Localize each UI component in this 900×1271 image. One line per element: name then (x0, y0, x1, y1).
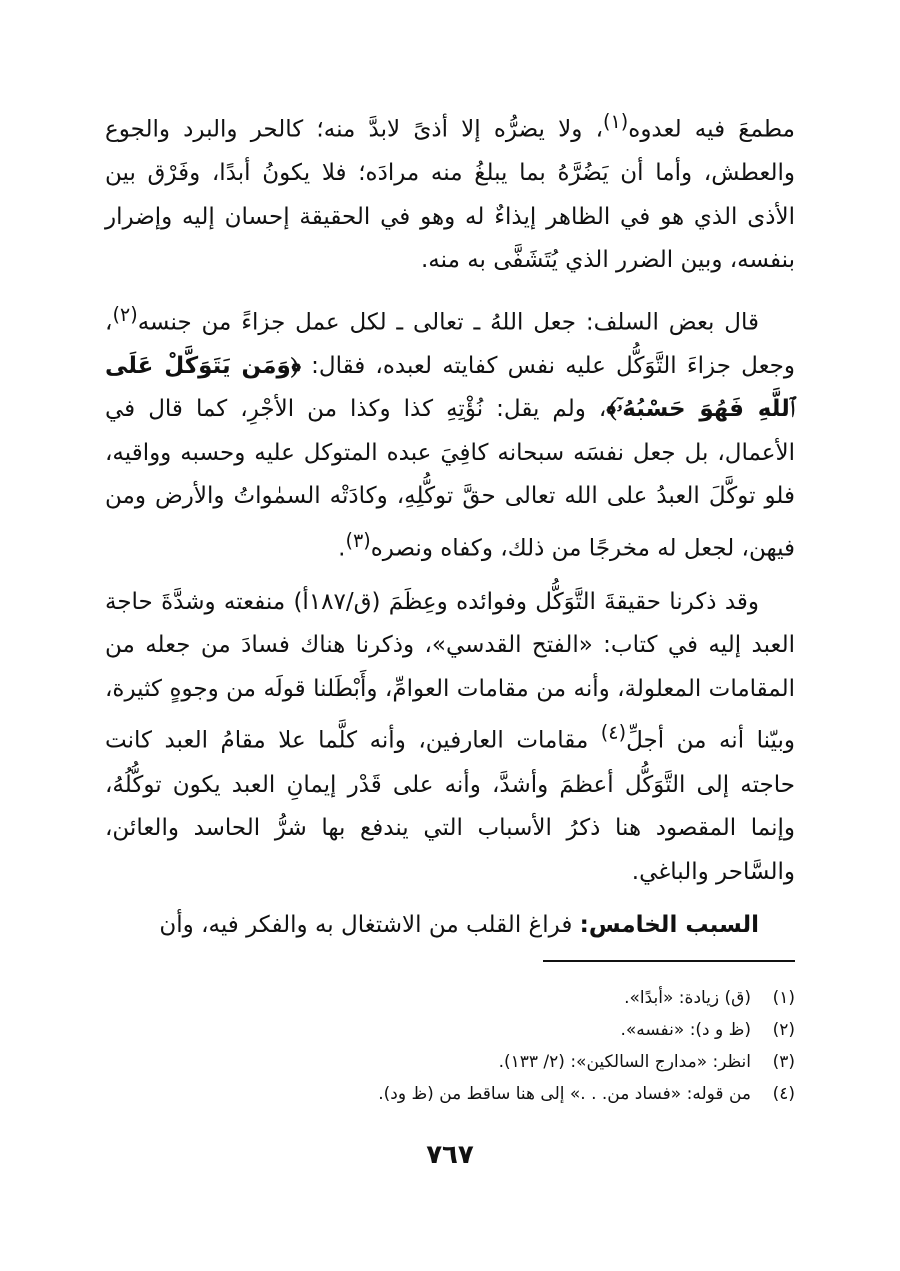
quran-verse: ﴿وَمَن يَتَوَكَّلْ عَلَى ٱللَّهِ فَهُوَ حَسْبُهُۥٓ﴾ (105, 352, 795, 423)
paragraph-4-text: فراغ القلب من الاشتغال به والفكر فيه، وأن (159, 912, 580, 939)
paragraph-2-text-d: . (338, 535, 346, 562)
paragraph-1-text-a: مطمعَ فيه لعدوه (628, 116, 795, 143)
paragraph-3 (105, 581, 795, 894)
footnote-ref-1[interactable]: (١) (603, 110, 629, 133)
footnote-divider (543, 960, 795, 962)
paragraph-1-text-b: ، ولا يضرُّه إلا أذىً لابدَّ منه؛ كالحر والبرد والجوع والعطش، وأما أن يَضُرَّهُ بما يبلغُ منه مرادَه؛ فلا يكونُ أبدًا، وفَرْق بين الأذى الذي هو في الظاهر إيذاءٌ له وهو في الحقيقة إحسان إليه وإضرار بنفسه، وبين الضرر الذي يُتَشَفَّى به منه. (105, 116, 795, 274)
paragraph-2-text-c: ، ولم يقل: نُؤْتِهِ كذا وكذا من الأجْرِ، كما قال في الأعمال، بل جعل نفسَه سبحانه كافِيَ عبده المتوكل عليه وحسبه وواقيه، فلو توكَّلَ العبدُ على الله تعالى حقَّ توكُّلِهِ، وكادَتْه السمٰواتُ والأرض ومن فيهن، لجعل له مخرجًا من ذلك، وكفاه ونصره (105, 396, 795, 562)
footnote-1 (105, 982, 795, 1014)
paragraph-2 (105, 293, 795, 571)
footnote-number: (٤) (772, 1084, 795, 1104)
footnote-text: (ق) زيادة: «أبدًا». (624, 988, 751, 1008)
paragraph-3-text-a: وقد ذكرنا حقيقةَ التَّوَكُّل وفوائده وعِظَمَ (ق/١٨٧أ) منفعته وشدَّةَ حاجة العبد إليه في كتاب: «الفتح القدسي»، وذكرنا هناك فسادَ من جعله من المقامات المعلولة، وأنه من مقامات العوامِّ، وأَبْطَلنا قولَه من وجوهٍ كثيرة، وبيّنا أنه من أجلِّ (105, 588, 796, 755)
paragraph-1 (105, 100, 795, 283)
paragraph-2-text-b: ، وجعل جزاءَ التَّوَكُّل عليه نفس كفايته لعبده، فقال: (105, 309, 795, 379)
paragraph-2-text-a: قال بعض السلف: جعل اللهُ ـ تعالى ـ لكل عمل جزاءً من جنسه (137, 309, 759, 336)
page-number: ٧٦٧ (426, 1140, 474, 1170)
footnote-2 (105, 1014, 795, 1046)
footnote-ref-4[interactable]: (٤) (600, 721, 627, 745)
footnote-3 (105, 1046, 795, 1078)
footnote-text: من قوله: «فساد من. . .» إلى هنا ساقط من (ظ ود). (378, 1084, 751, 1104)
footnote-number: (١) (772, 988, 795, 1008)
footnotes (105, 982, 795, 1110)
footnote-text: (ظ و د): «نفسه». (620, 1020, 751, 1040)
footnote-4 (105, 1078, 795, 1110)
paragraph-4 (105, 904, 795, 948)
section-lead-heading: السبب الخامس: (579, 912, 759, 939)
footnote-number: (٢) (772, 1020, 795, 1040)
footnote-ref-2[interactable]: (٢) (112, 302, 138, 326)
footnote-number: (٣) (772, 1052, 795, 1072)
footnote-ref-3[interactable]: (٣) (345, 528, 371, 552)
footnote-text: انظر: «مدارج السالكين»: (٢/ ١٣٣). (498, 1052, 751, 1072)
paragraph-3-text-b: مقامات العارفين، وأنه كلَّما علا مقامُ العبد كانت حاجته إلى التَّوَكُّل أعظمَ وأشدَّ، وأنه على قَدْر إيمانِ العبد يكون توكُّلُهُ، وإنما المقصود هنا ذكرُ الأسباب التي يندفع بها شرُّ الحاسد والعائن، والسَّاحر والباغي. (105, 728, 795, 885)
page-body (105, 100, 795, 958)
